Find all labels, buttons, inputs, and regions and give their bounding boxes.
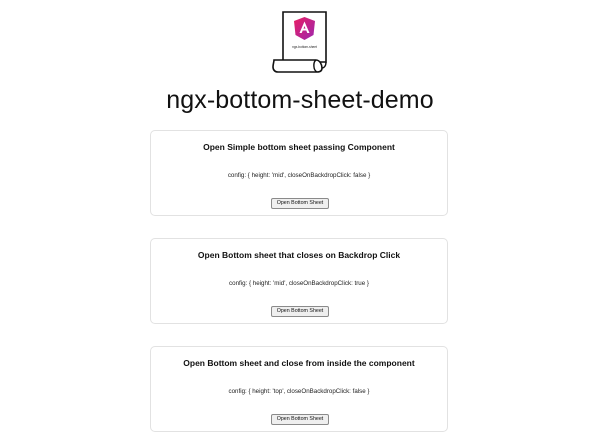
card-title: Open Bottom sheet and close from inside the component — [183, 358, 415, 368]
open-bottom-sheet-button[interactable]: Open Bottom Sheet — [271, 198, 329, 209]
card-title: Open Bottom sheet that closes on Backdrop Click — [197, 250, 401, 260]
page-title: ngx-bottom-sheet-demo — [166, 86, 434, 114]
card-config-text: config: { height: 'mid', closeOnBackdropClick: false } — [227, 172, 371, 179]
demo-card-inside-close — [150, 346, 448, 432]
card-title: Open Simple bottom sheet passing Component — [203, 142, 395, 152]
demo-card-simple — [150, 130, 448, 216]
demo-card-backdrop-close — [150, 238, 448, 324]
angular-scroll-logo-icon — [270, 10, 330, 74]
logo-caption: ngx-bottom-sheet — [292, 45, 317, 49]
card-config-text: config: { height: 'top', closeOnBackdropClick: false } — [228, 388, 370, 395]
open-bottom-sheet-button[interactable]: Open Bottom Sheet — [271, 414, 329, 425]
card-config-text: config: { height: 'mid', closeOnBackdropClick: true } — [229, 280, 369, 287]
open-bottom-sheet-button[interactable]: Open Bottom Sheet — [271, 306, 329, 317]
